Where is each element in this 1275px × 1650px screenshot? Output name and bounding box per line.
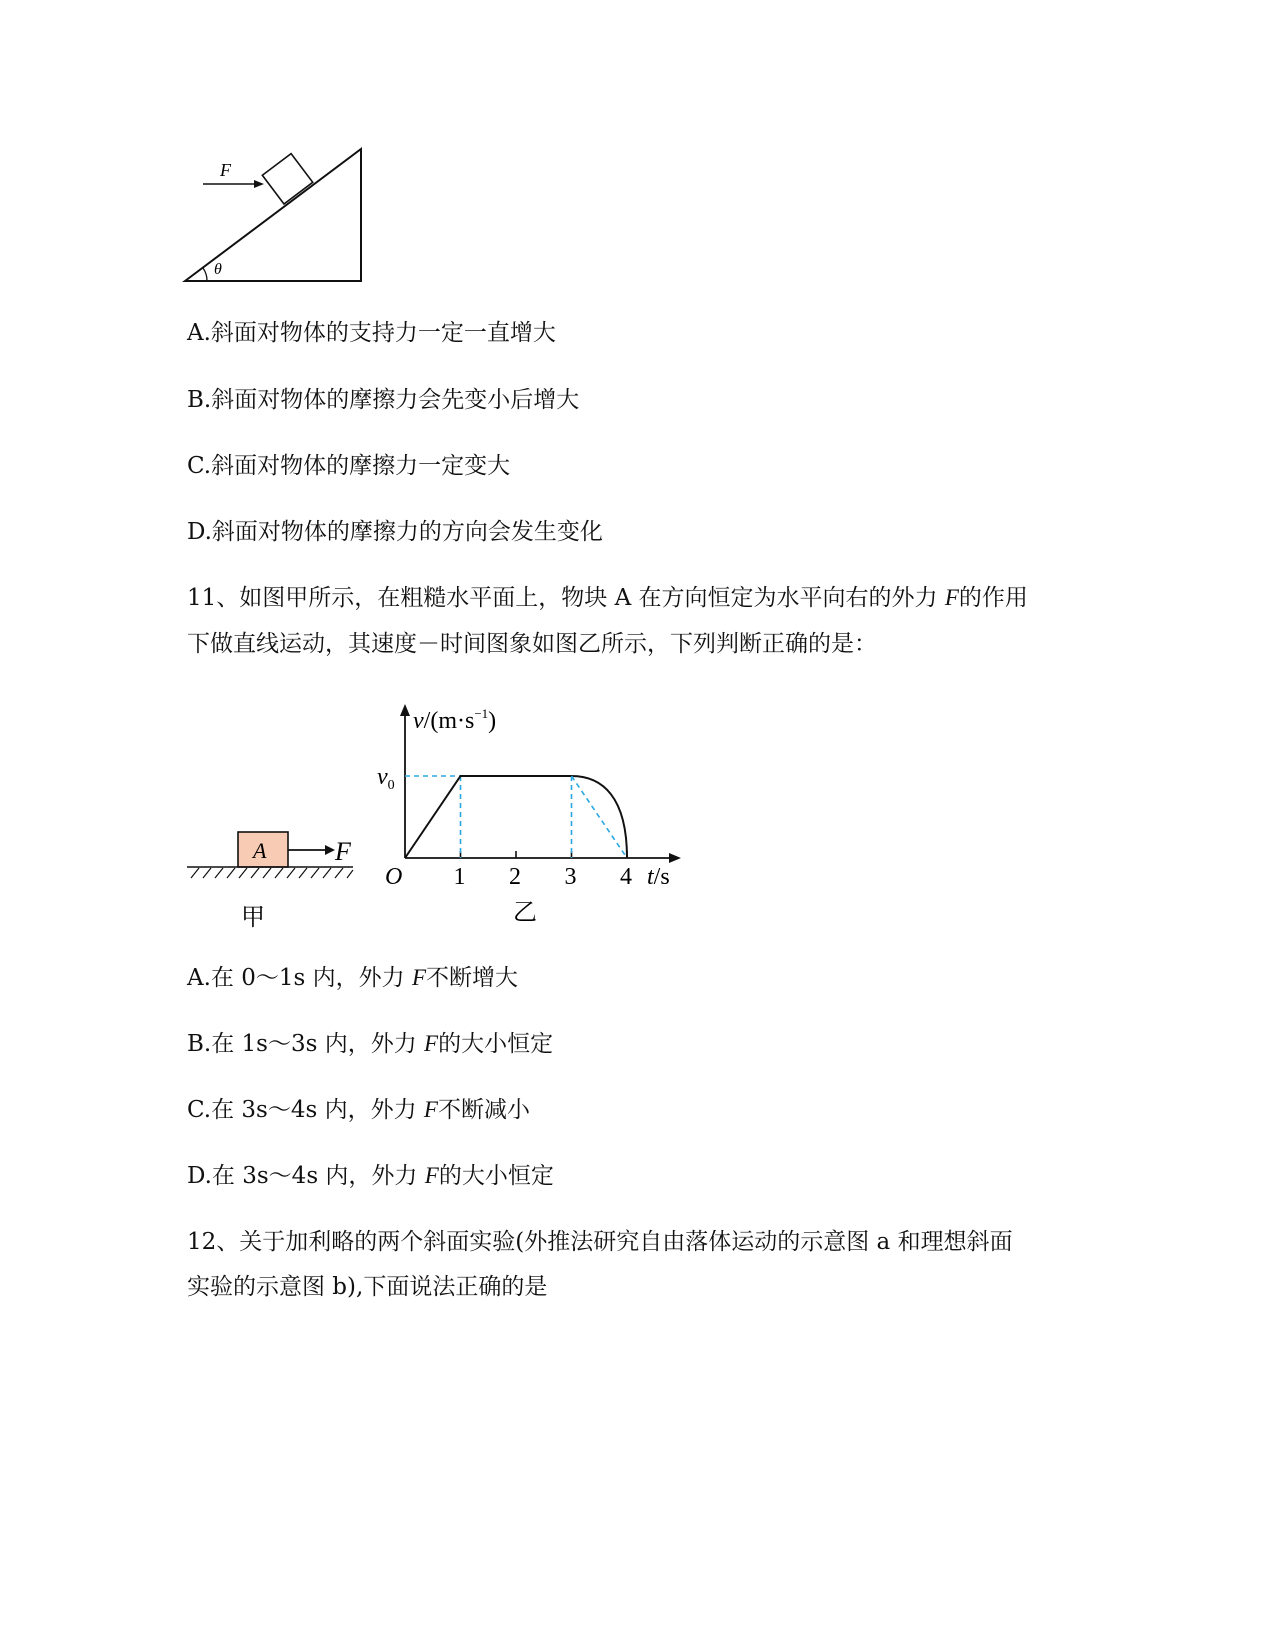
force-label: F	[220, 160, 231, 180]
y-axis-label: $v/(m\cdot s^{-1})$	[413, 706, 497, 734]
incline-figure	[180, 140, 380, 290]
x-ticks	[454, 851, 633, 890]
yi-caption: 乙	[513, 898, 537, 926]
jia-force-arrowhead	[325, 845, 335, 855]
q11-option-a: A.在 0～1s 内，外力 F不断增大	[187, 965, 518, 991]
q11-option-c: C.在 3s～4s 内，外力 F不断减小	[187, 1097, 530, 1123]
x-tick-label-4: 4	[620, 864, 632, 890]
q11-stem-line2: 下做直线运动，其速度－时间图象如图乙所示，下列判断正确的是：	[187, 631, 877, 657]
y-axis-arrowhead	[400, 704, 410, 716]
angle-arc	[203, 268, 207, 281]
velocity-curve	[405, 776, 627, 858]
q10-option-d: D.斜面对物体的摩擦力的方向会发生变化	[187, 519, 603, 545]
q12-stem-line1: 12、关于加利略的两个斜面实验(外推法研究自由落体运动的示意图 a 和理想斜面	[187, 1229, 1013, 1255]
q10-option-b: B.斜面对物体的摩擦力会先变小后增大	[187, 387, 580, 413]
incline-block	[262, 154, 312, 204]
linear-decel-dashed	[572, 776, 628, 858]
graph-marks	[405, 776, 627, 858]
jia-force-label: F	[335, 837, 351, 866]
force-arrowhead	[254, 180, 264, 188]
q11-option-d: D.在 3s～4s 内，外力 F的大小恒定	[187, 1163, 554, 1189]
origin-label: O	[385, 864, 403, 890]
x-tick-label-3: 3	[564, 864, 577, 890]
q12-stem-line2: 实验的示意图 b),下面说法正确的是	[187, 1274, 548, 1300]
jia-caption: 甲	[241, 903, 265, 931]
x-tick-label-1: 1	[453, 864, 466, 890]
x-axis-label: t/s	[647, 864, 670, 890]
angle-label: θ	[214, 261, 222, 278]
q11-option-b: B.在 1s～3s 内，外力 F的大小恒定	[187, 1031, 554, 1057]
v0-label: $v_0$	[377, 764, 395, 793]
q10-option-c: C.斜面对物体的摩擦力一定变大	[187, 453, 511, 479]
q10-option-a: A.斜面对物体的支持力一定一直增大	[187, 320, 556, 346]
figure-yi-vt-graph	[377, 700, 695, 940]
ground-hatch	[191, 868, 353, 878]
x-tick-label-2: 2	[509, 864, 521, 890]
figure-jia	[185, 820, 375, 935]
q11-stem-line1: 11、如图甲所示，在粗糙水平面上，物块 A 在方向恒定为水平向右的外力 F的作用	[187, 585, 1028, 611]
block-a-label: A	[253, 838, 267, 863]
x-axis-arrowhead	[669, 853, 681, 863]
